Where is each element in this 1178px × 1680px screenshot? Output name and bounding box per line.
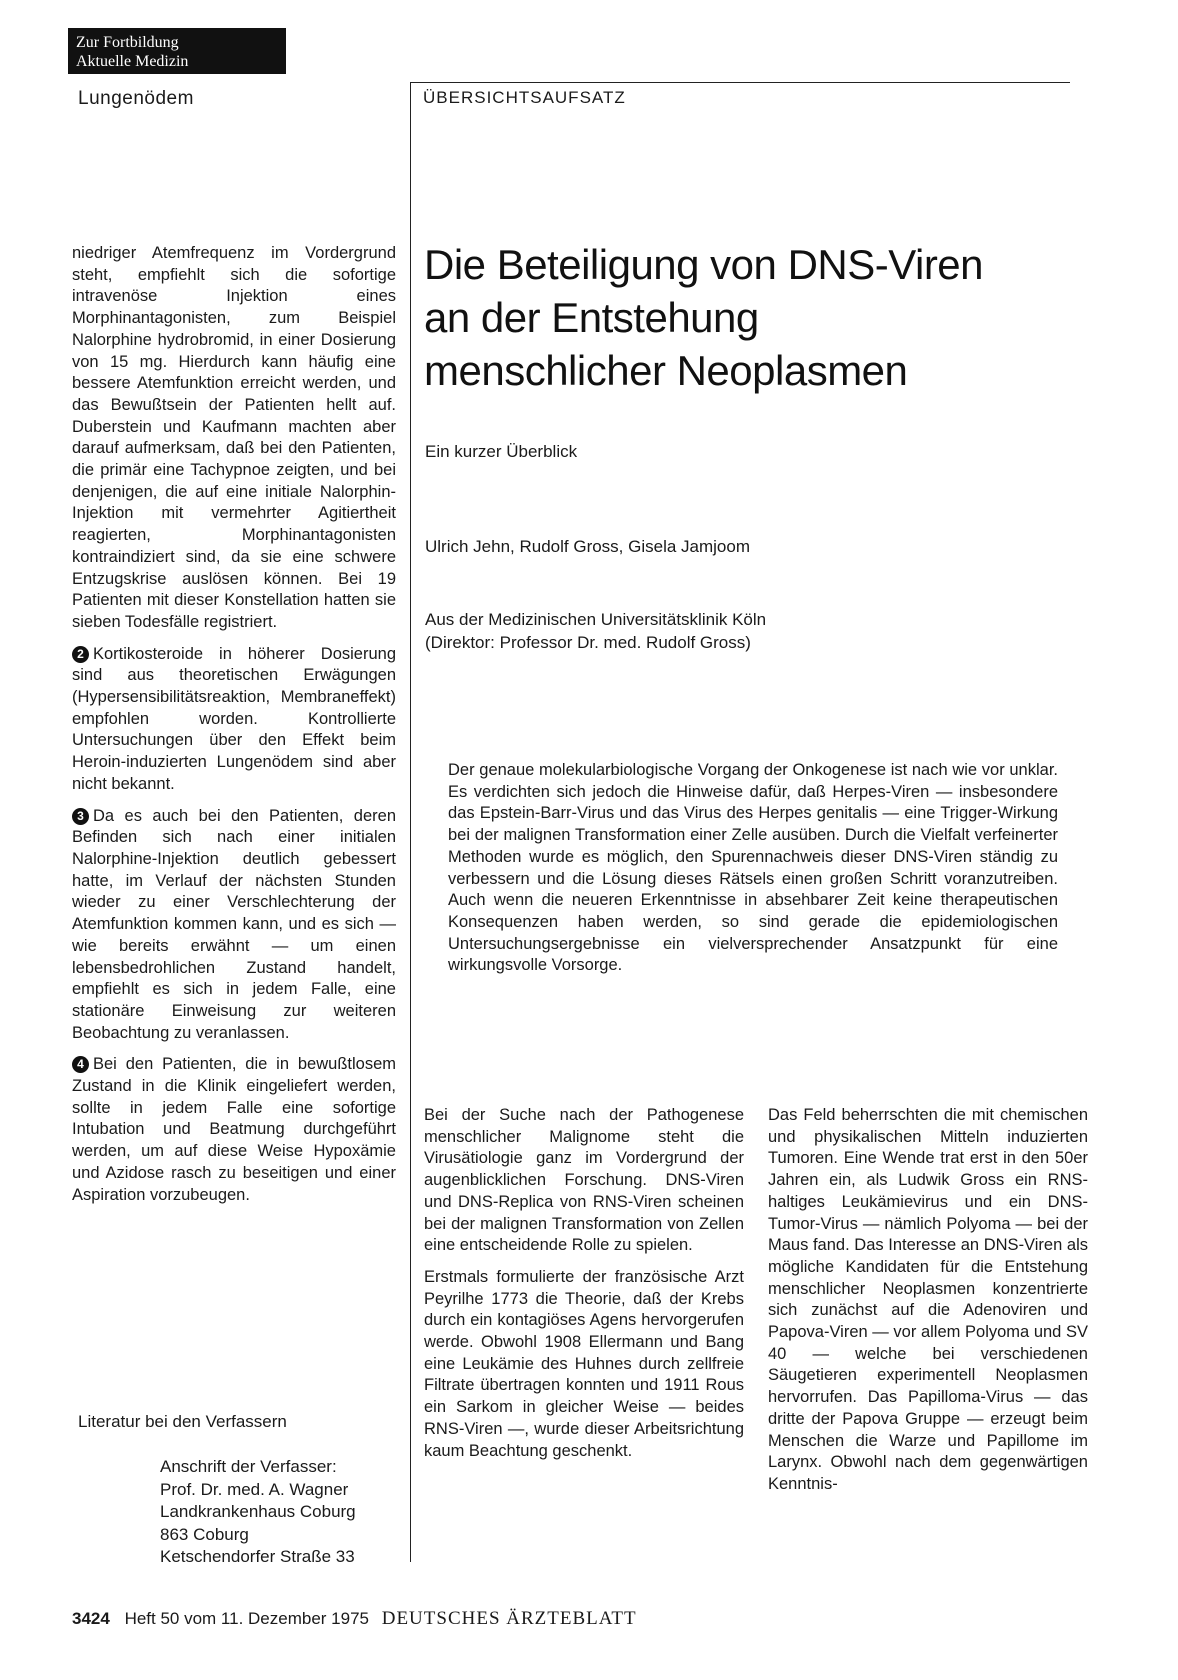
header-rule [410,82,1070,83]
body-paragraph: Bei der Suche nach der Pathogenese menschlicher Malignome steht die Virusätiologie ganz im Vordergrund der augenblicklichen Forschung. DNS-Viren und DNS-Replica von RNS-Viren scheinen bei der malignen Transformation von Zellen eine entscheidende Rolle zu spielen. [424,1106,744,1255]
page-number: 3424 [72,1609,110,1628]
left-section-label: Lungenödem [78,88,194,109]
address-line: Anschrift der Verfasser: [160,1457,337,1476]
address-line: Ketschendorfer Straße 33 [160,1547,355,1566]
article-subtitle: Ein kurzer Überblick [425,442,578,461]
item-number-2: 2 [72,646,89,663]
item-text: Bei den Patienten, die in bewußtlosem Zustand in die Klinik eingeliefert werden, sollte in jedem Falle eine sofortige Intubation und Beatmung durchgeführt werden, um auf diese Weise Hypoxämie und Azidose rasch zu beseitigen und einer Aspiration vorzubeugen. [72,1055,396,1204]
list-item [72,644,396,796]
article-affiliation [425,608,766,654]
address-line: 863 Coburg [160,1524,249,1544]
item-text: Da es auch bei den Patienten, deren Befinden sich nach einer initialen Nalorphine-Injektion deutlich gebessert hatte, im Verlauf der nächsten Stunden wieder zu einer Verschlechterung der Atemfunktion kommen kann, und es sich — wie bereits erwähnt — um einen lebensbedrohlichen Zustand handelt, empfiehlt es sich in jedem Falle, eine stationäre Einweisung zur weiteren Beobachtung zu veranlassen. [72,806,396,1042]
list-item [72,806,396,1045]
title-line: an der Entstehung [424,294,759,341]
item-number-3: 3 [72,808,89,825]
right-section-label: ÜBERSICHTSAUFSATZ [423,88,626,107]
title-line: menschlicher Neoplasmen [424,347,908,394]
left-paragraph: niedriger Atemfrequenz im Vordergrund steht, empfiehlt sich die sofortige intravenöse Injektion eines Morphinantagonisten, zum Beispiel Nalorphine hydrobromid, in einer Dosierung von 15 mg. Hierdurch kann häufig eine bessere Atemfunktion erreicht werden, und das Bewußtsein der Patienten hellt auf. Duberstein und Kaufmann machten aber darauf aufmerksam, daß bei den Patienten, die primär eine Tachypnoe zeigten, und bei denjenigen, die auf eine initiale Nalorphin-Injektion mit vermehrter Agitiertheit reagierten, Morphinantagonisten kontraindiziert sind, da sie eine schwere Entzugskrise auslösen können. Bei 19 Patienten mit dieser Konstellation hatten sie sieben Todesfälle registriert. [72,244,396,631]
article-title [424,238,1084,397]
address-line: Prof. Dr. med. A. Wagner [160,1479,349,1499]
body-paragraph: Das Feld beherrschten die mit chemischen und physikalischen Mitteln induzierten Tumoren. Eine Wende trat erst in den 50er Jahren ein, als Ludwik Gross ein RNS-haltiges Leukämievirus und ein DNS-Tumor-Virus — nämlich Polyoma — bei der Maus fand. Das Interesse an DNS-Viren als mögliche Kandidaten für die Entstehung menschlicher Neoplasmen konzentrierte sich zunächst auf die Adenoviren und Papova-Viren — vor allem Polyoma und SV 40 — welche bei verschiedenen Säugetieren experimentell Neoplasmen hervorrufen. Das Papilloma-Virus — das dritte der Papova Gruppe — erzeugt beim Menschen die Warze und Papillome im Larynx. Obwohl nach dem gegenwärtigen Kenntnis- [768,1106,1088,1493]
magazine-name: DEUTSCHES ÄRZTEBLATT [381,1608,637,1629]
body-paragraph: Erstmals formulierte der französische Arzt Peyrilhe 1773 die Theorie, daß der Krebs durch ein kontagiöses Agens hervorgerufen werde. Obwohl 1908 Ellermann und Bang eine Leukämie des Huhnes durch zellfreie Filtrate übertragen konnten und 1911 Rous ein Sarkom in gleicher Weise — beides RNS-Viren —, wurde dieser Arbeitsrichtung kaum Beachtung geschenkt. [424,1267,744,1460]
author-address [160,1456,356,1569]
title-line: Die Beteiligung von DNS-Viren [424,241,984,288]
column-divider [410,82,411,1562]
badge-line-2: Aktuelle Medizin [76,53,189,70]
affiliation-line: Aus der Medizinischen Universitätsklinik Köln [425,610,767,629]
badge-line-1: Zur Fortbildung [76,34,179,51]
body-column-1 [424,1105,744,1472]
item-number-4: 4 [72,1056,89,1073]
address-line: Landkrankenhaus Coburg [160,1502,356,1521]
article-abstract: Der genaue molekularbiologische Vorgang der Onkogenese ist nach wie vor unklar. Es verdichten sich jedoch die Hinweise dafür, daß Herpes-Viren — insbesondere das Epstein-Barr-Virus und das Virus des Herpes genitalis — eine Trigger-Wirkung bei der malignen Transformation einer Zelle ausüben. Durch die Vielfalt verfeinerter Methoden wurde es möglich, den Spurennachweis dieser DNS-Viren ständig zu verbessern und die Lösung dieses Rätsels einen großen Schritt voranzutreiben. Auch wenn die neueren Erkenntnisse in absehbarer Zeit keine therapeutischen Konsequenzen haben werden, so sind gerade die epidemiologischen Untersuchungsergebnisse ein vielversprechender Ansatzpunkt für eine wirkungsvolle Vorsorge. [448,761,1058,975]
issue-info: Heft 50 vom 11. Dezember 1975 [124,1609,369,1628]
left-column [72,243,396,1216]
page-footer [72,1608,637,1630]
article-authors: Ulrich Jehn, Rudolf Gross, Gisela Jamjoom [425,537,751,556]
section-badge [68,28,286,74]
literature-note: Literatur bei den Verfassern [78,1412,287,1431]
affiliation-line: (Direktor: Professor Dr. med. Rudolf Gross) [425,633,751,652]
list-item [72,1054,396,1206]
item-text: Kortikosteroide in höherer Dosierung sind aus theoretischen Erwägungen (Hypersensibilitätsreaktion, Membraneffekt) empfohlen worden. Kontrollierte Untersuchungen über den Effekt beim Heroin-induzierten Lungenödem sind aber nicht bekannt. [72,644,396,793]
body-column-2 [768,1105,1088,1506]
